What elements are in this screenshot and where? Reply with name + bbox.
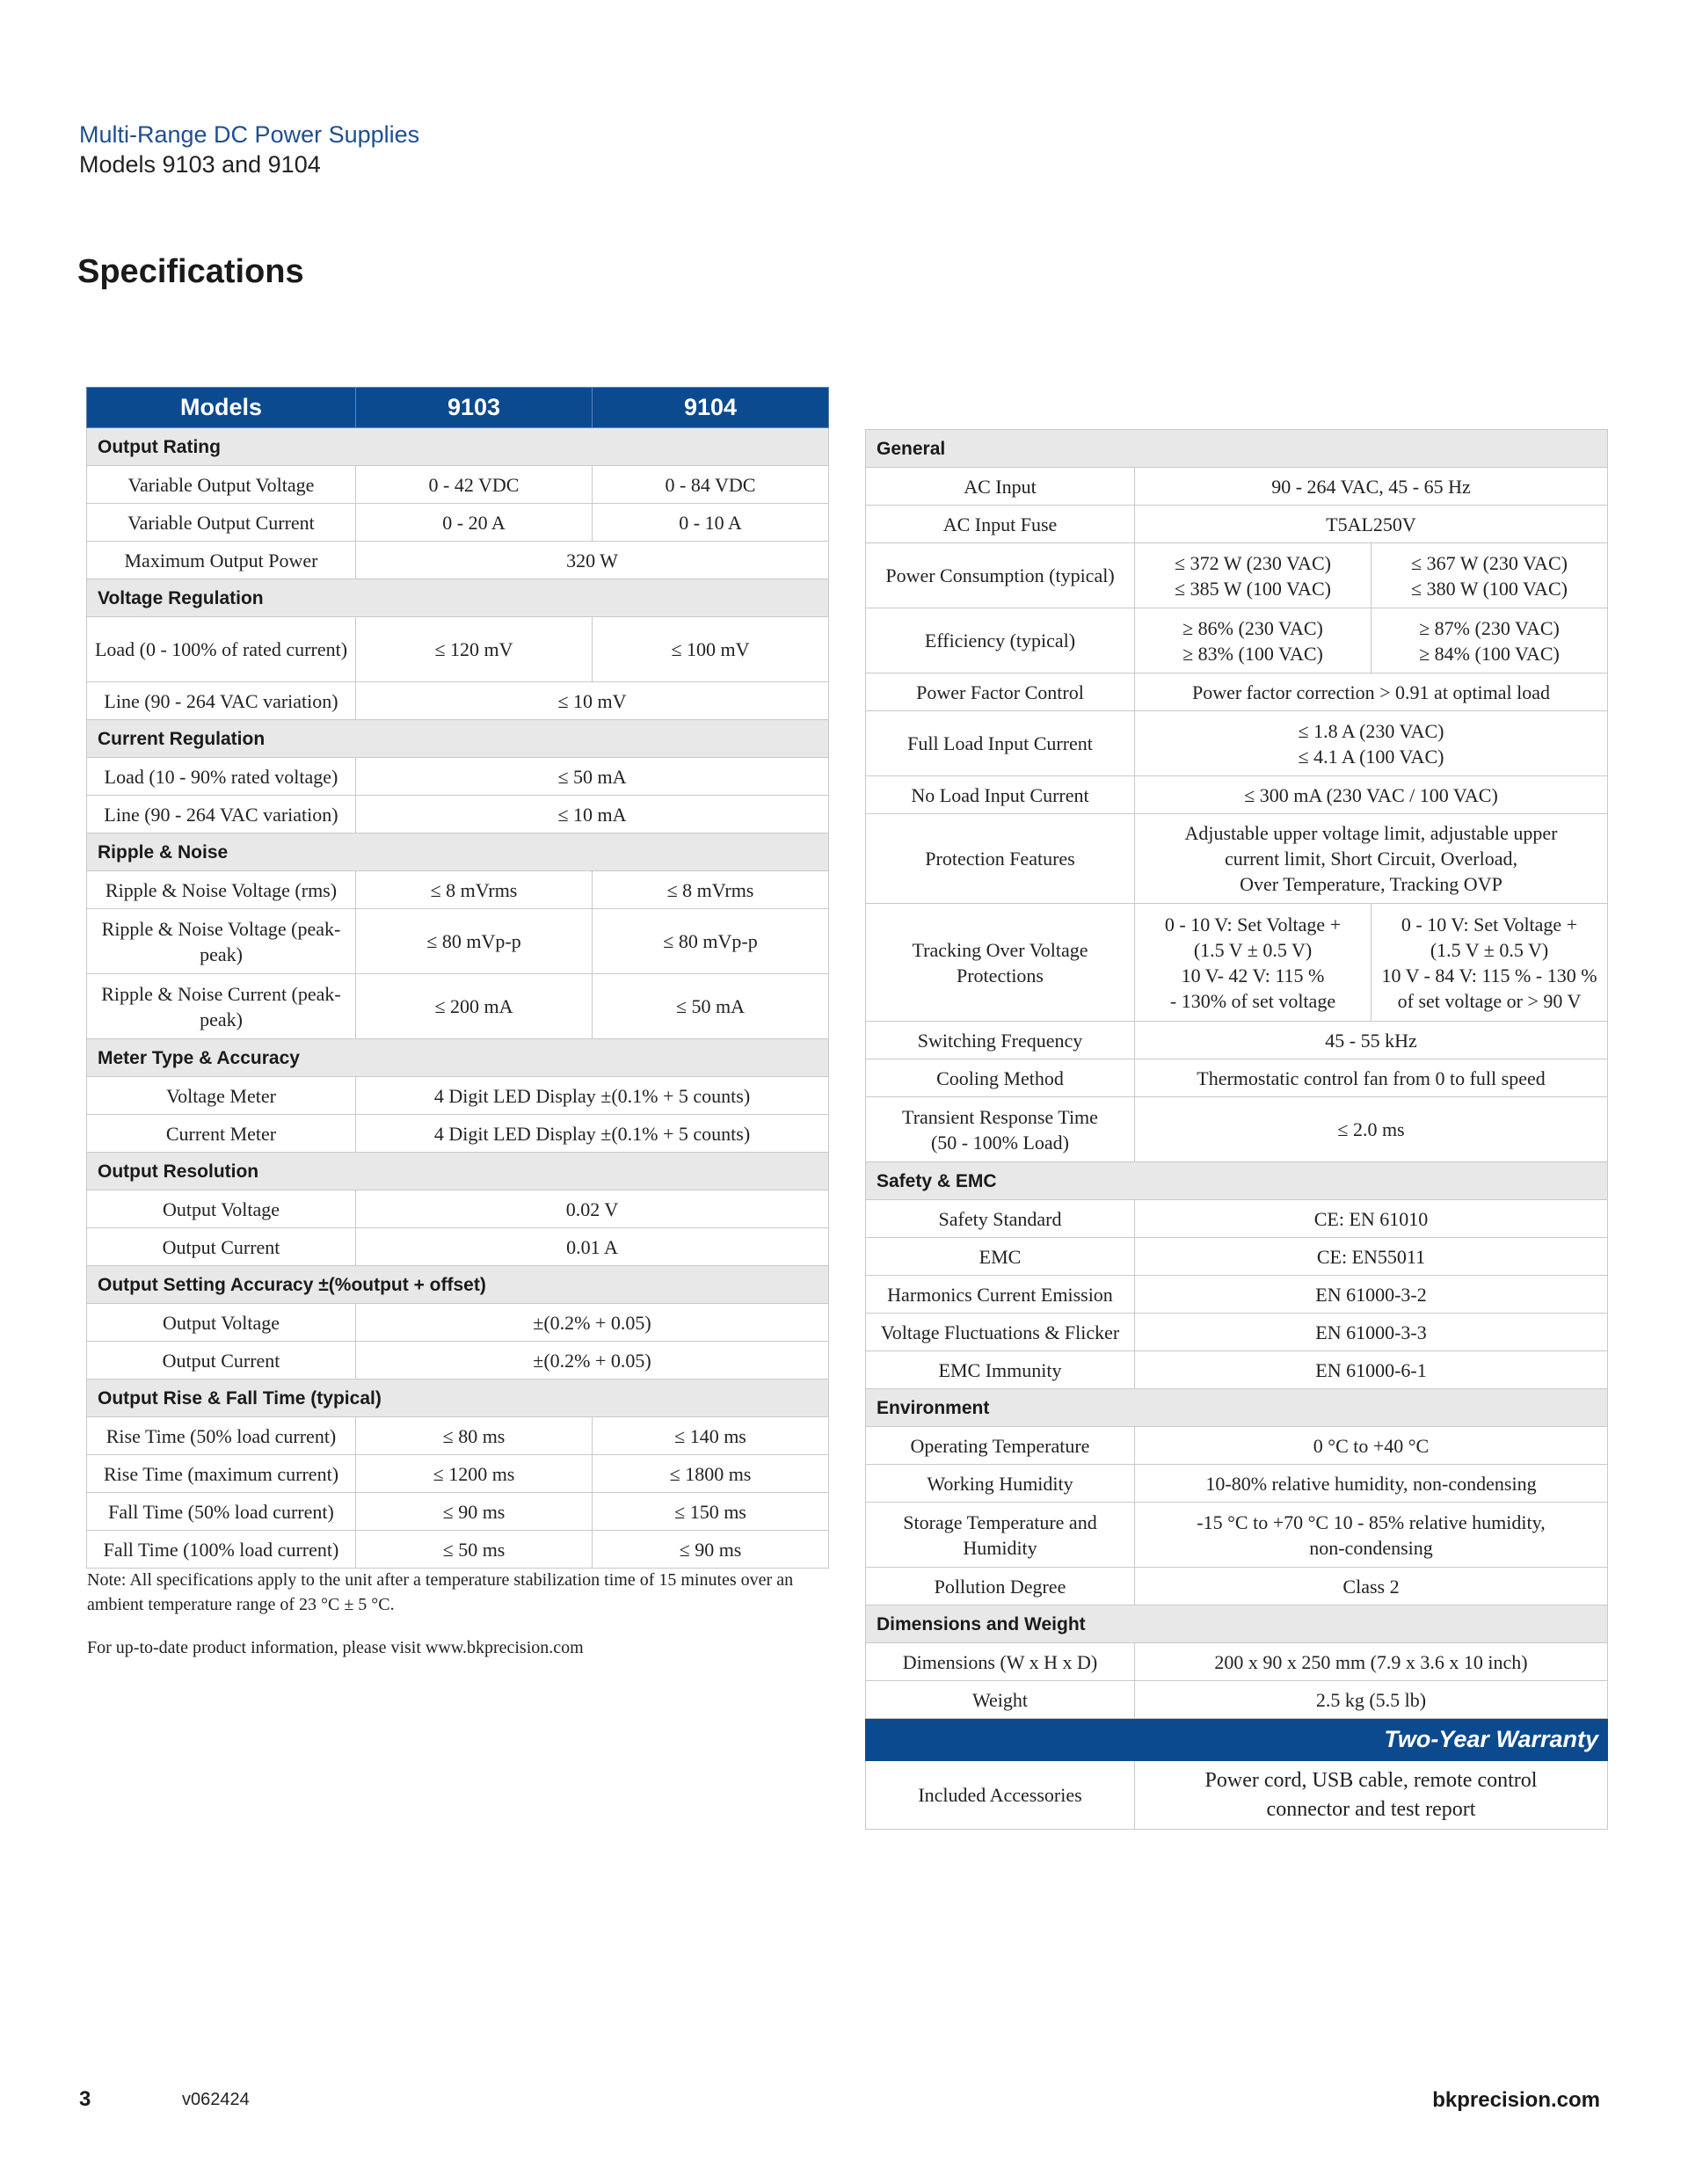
spec-value: 0 °C to +40 °C: [1135, 1427, 1608, 1465]
spec-label: No Load Input Current: [866, 776, 1135, 814]
spec-label: Operating Temperature: [866, 1427, 1135, 1465]
spec-label: Output Current: [87, 1228, 356, 1266]
spec-label: Working Humidity: [866, 1465, 1135, 1503]
section-header-row: [866, 1162, 1608, 1200]
accessories-row: [866, 1761, 1608, 1830]
left-spec-table: [86, 387, 829, 1569]
section-title: Safety & EMC: [866, 1162, 1608, 1200]
spec-label: Power Factor Control: [866, 673, 1135, 711]
spec-label: Safety Standard: [866, 1200, 1135, 1238]
spec-row: [866, 711, 1608, 776]
spec-row: [866, 1276, 1608, 1314]
spec-label: AC Input: [866, 468, 1135, 506]
spec-value-9104: ≤ 50 mA: [593, 974, 829, 1039]
spec-value: EN 61000-6-1: [1135, 1351, 1608, 1389]
spec-row: [866, 608, 1608, 673]
spec-value: 4 Digit LED Display ±(0.1% + 5 counts): [356, 1077, 829, 1115]
section-header-row: [866, 430, 1608, 468]
spec-note: Note: All specifications apply to the unit after a temperature stabilization time of 15 minutes over an ambient temperature range of 23 °C ± 5 °C.: [87, 1570, 794, 1614]
spec-row: [87, 1115, 829, 1153]
spec-row: [87, 504, 829, 542]
spec-value: 0.01 A: [356, 1228, 829, 1266]
spec-label: Variable Output Voltage: [87, 466, 356, 504]
spec-label: Rise Time (50% load current): [87, 1417, 356, 1455]
spec-value: ±(0.2% + 0.05): [356, 1342, 829, 1380]
spec-label: Switching Frequency: [866, 1022, 1135, 1059]
spec-row: [866, 1427, 1608, 1465]
spec-value: 2.5 kg (5.5 lb): [1135, 1681, 1608, 1719]
spec-label: Line (90 - 264 VAC variation): [87, 682, 356, 720]
spec-row: [866, 1022, 1608, 1059]
spec-value: CE: EN 61010: [1135, 1200, 1608, 1238]
spec-label: Transient Response Time (50 - 100% Load): [866, 1097, 1135, 1162]
spec-value: Thermostatic control fan from 0 to full speed: [1135, 1059, 1608, 1097]
spec-value: 45 - 55 kHz: [1135, 1022, 1608, 1059]
spec-label: Current Meter: [87, 1115, 356, 1153]
section-title: Current Regulation: [87, 720, 829, 758]
spec-value-9103: ≤ 80 ms: [356, 1417, 593, 1455]
spec-label: Pollution Degree: [866, 1568, 1135, 1605]
section-header-row: [866, 1605, 1608, 1643]
section-header-row: [87, 834, 829, 871]
spec-value-9104: ≤ 150 ms: [593, 1493, 829, 1531]
right-spec-table: [865, 429, 1608, 1830]
spec-value: Power factor correction > 0.91 at optimal load: [1135, 673, 1608, 711]
spec-value: 200 x 90 x 250 mm (7.9 x 3.6 x 10 inch): [1135, 1643, 1608, 1681]
section-title: Voltage Regulation: [87, 579, 829, 617]
spec-row: [866, 904, 1608, 1022]
spec-label: Fall Time (100% load current): [87, 1531, 356, 1569]
spec-row: [87, 909, 829, 974]
spec-value: 90 - 264 VAC, 45 - 65 Hz: [1135, 468, 1608, 506]
spec-value: ≤ 50 mA: [356, 758, 829, 796]
spec-label: Dimensions (W x H x D): [866, 1643, 1135, 1681]
spec-row: [866, 506, 1608, 543]
section-header-row: [87, 1266, 829, 1304]
spec-value-9104: ≤ 90 ms: [593, 1531, 829, 1569]
spec-value-9104: ≥ 87% (230 VAC) ≥ 84% (100 VAC): [1372, 608, 1608, 673]
spec-row: [87, 1304, 829, 1342]
spec-label: Ripple & Noise Voltage (peak-peak): [87, 909, 356, 974]
spec-value-9104: 0 - 84 VDC: [593, 466, 829, 504]
page-number: 3: [79, 2087, 91, 2111]
spec-label: Load (0 - 100% of rated current): [87, 617, 356, 682]
spec-label: Fall Time (50% load current): [87, 1493, 356, 1531]
spec-row: [866, 1314, 1608, 1351]
spec-label: AC Input Fuse: [866, 506, 1135, 543]
spec-row: [866, 1681, 1608, 1719]
spec-row: [866, 673, 1608, 711]
spec-value-9103: ≤ 372 W (230 VAC) ≤ 385 W (100 VAC): [1135, 543, 1372, 608]
spec-value-9103: ≤ 8 mVrms: [356, 871, 593, 909]
spec-row: [866, 1568, 1608, 1605]
models-header-row: [87, 388, 829, 428]
spec-value: T5AL250V: [1135, 506, 1608, 543]
spec-value: ≤ 2.0 ms: [1135, 1097, 1608, 1162]
spec-row: [87, 1228, 829, 1266]
spec-label: EMC Immunity: [866, 1351, 1135, 1389]
spec-value-9103: ≤ 1200 ms: [356, 1455, 593, 1493]
spec-value: ≤ 1.8 A (230 VAC) ≤ 4.1 A (100 VAC): [1135, 711, 1608, 776]
spec-label: Power Consumption (typical): [866, 543, 1135, 608]
section-title: Output Rise & Fall Time (typical): [87, 1380, 829, 1417]
spec-row: [87, 871, 829, 909]
section-header-row: [87, 579, 829, 617]
spec-value-9103: 0 - 10 V: Set Voltage + (1.5 V ± 0.5 V) 10 V- 42 V: 115 % - 130% of set voltage: [1135, 904, 1372, 1022]
spec-row: [866, 543, 1608, 608]
section-title: Meter Type & Accuracy: [87, 1039, 829, 1077]
spec-value: 0.02 V: [356, 1190, 829, 1228]
model-9103-label: 9103: [356, 388, 593, 428]
section-title: General: [866, 430, 1608, 468]
spec-row: [866, 1351, 1608, 1389]
spec-row: [87, 1190, 829, 1228]
spec-label: Load (10 - 90% rated voltage): [87, 758, 356, 796]
spec-value-9104: ≤ 8 mVrms: [593, 871, 829, 909]
spec-value: CE: EN55011: [1135, 1238, 1608, 1276]
spec-label: Storage Temperature and Humidity: [866, 1503, 1135, 1568]
spec-value-9104: ≤ 1800 ms: [593, 1455, 829, 1493]
document-series-title: Multi-Range DC Power Supplies: [79, 121, 420, 148]
spec-value: 320 W: [356, 542, 829, 579]
spec-label: Ripple & Noise Current (peak-peak): [87, 974, 356, 1039]
spec-label: Output Voltage: [87, 1304, 356, 1342]
spec-label: Voltage Meter: [87, 1077, 356, 1115]
section-header-row: [866, 1389, 1608, 1427]
spec-label: Line (90 - 264 VAC variation): [87, 796, 356, 834]
spec-value-9104: ≤ 140 ms: [593, 1417, 829, 1455]
spec-value: Class 2: [1135, 1568, 1608, 1605]
spec-value: 10-80% relative humidity, non-condensing: [1135, 1465, 1608, 1503]
spec-label: Cooling Method: [866, 1059, 1135, 1097]
spec-value-9104: ≤ 80 mVp-p: [593, 909, 829, 974]
spec-label: Harmonics Current Emission: [866, 1276, 1135, 1314]
spec-row: [866, 1059, 1608, 1097]
spec-row: [87, 1342, 829, 1380]
spec-row: [866, 1238, 1608, 1276]
spec-label: Variable Output Current: [87, 504, 356, 542]
spec-row: [866, 814, 1608, 904]
spec-row: [87, 796, 829, 834]
spec-row: [866, 1643, 1608, 1681]
models-label: Models: [87, 388, 356, 428]
section-title: Dimensions and Weight: [866, 1605, 1608, 1643]
section-title: Output Rating: [87, 428, 829, 466]
spec-row: [87, 682, 829, 720]
spec-label: Efficiency (typical): [866, 608, 1135, 673]
spec-value-9103: ≤ 90 ms: [356, 1493, 593, 1531]
spec-label: Voltage Fluctuations & Flicker: [866, 1314, 1135, 1351]
spec-value-9104: ≤ 100 mV: [593, 617, 829, 682]
spec-value: ≤ 300 mA (230 VAC / 100 VAC): [1135, 776, 1608, 814]
warranty-banner: Two-Year Warranty: [866, 1719, 1608, 1761]
model-9104-label: 9104: [593, 388, 829, 428]
spec-value: -15 °C to +70 °C 10 - 85% relative humidity, non-condensing: [1135, 1503, 1608, 1568]
spec-label: Ripple & Noise Voltage (rms): [87, 871, 356, 909]
spec-value-9103: 0 - 20 A: [356, 504, 593, 542]
spec-row: [87, 1455, 829, 1493]
spec-value-9103: 0 - 42 VDC: [356, 466, 593, 504]
warranty-banner-row: [866, 1719, 1608, 1761]
spec-row: [866, 1200, 1608, 1238]
page-title: Specifications: [77, 253, 304, 290]
section-header-row: [87, 720, 829, 758]
spec-value-9103: ≤ 200 mA: [356, 974, 593, 1039]
spec-label: Tracking Over Voltage Protections: [866, 904, 1135, 1022]
spec-label: Maximum Output Power: [87, 542, 356, 579]
spec-row: [866, 1503, 1608, 1568]
website-note: For up-to-date product information, please visit www.bkprecision.com: [87, 1638, 584, 1657]
accessories-label: Included Accessories: [866, 1761, 1135, 1830]
spec-row: [87, 1493, 829, 1531]
spec-label: Output Voltage: [87, 1190, 356, 1228]
spec-value-9104: 0 - 10 A: [593, 504, 829, 542]
spec-value-9103: ≤ 50 ms: [356, 1531, 593, 1569]
spec-value: EN 61000-3-2: [1135, 1276, 1608, 1314]
spec-label: EMC: [866, 1238, 1135, 1276]
spec-value-9103: ≤ 120 mV: [356, 617, 593, 682]
spec-value: ≤ 10 mA: [356, 796, 829, 834]
spec-row: [87, 1531, 829, 1569]
spec-row: [87, 974, 829, 1039]
spec-row: [87, 758, 829, 796]
spec-row: [866, 1097, 1608, 1162]
section-title: Output Resolution: [87, 1153, 829, 1190]
spec-row: [87, 1417, 829, 1455]
spec-label: Protection Features: [866, 814, 1135, 904]
spec-value-9104: 0 - 10 V: Set Voltage + (1.5 V ± 0.5 V) 10 V - 84 V: 115 % - 130 % of set voltage or > 90 V: [1372, 904, 1608, 1022]
document-models-subtitle: Models 9103 and 9104: [79, 151, 321, 178]
spec-row: [87, 542, 829, 579]
footer-website: bkprecision.com: [1432, 2088, 1600, 2112]
spec-value: ≤ 10 mV: [356, 682, 829, 720]
section-header-row: [87, 1153, 829, 1190]
spec-value-9104: ≤ 367 W (230 VAC) ≤ 380 W (100 VAC): [1372, 543, 1608, 608]
spec-row: [866, 468, 1608, 506]
spec-label: Rise Time (maximum current): [87, 1455, 356, 1493]
spec-value: 4 Digit LED Display ±(0.1% + 5 counts): [356, 1115, 829, 1153]
accessories-value: Power cord, USB cable, remote control connector and test report: [1135, 1761, 1608, 1830]
spec-value-9103: ≤ 80 mVp-p: [356, 909, 593, 974]
section-header-row: [87, 1380, 829, 1417]
version-code: v062424: [182, 2090, 250, 2109]
spec-value: Adjustable upper voltage limit, adjustable upper current limit, Short Circuit, Overload, Over Temperature, Tracking OVP: [1135, 814, 1608, 904]
section-header-row: [87, 428, 829, 466]
section-header-row: [87, 1039, 829, 1077]
spec-label: Weight: [866, 1681, 1135, 1719]
section-title: Output Setting Accuracy ±(%output + offset): [87, 1266, 829, 1304]
spec-label: Output Current: [87, 1342, 356, 1380]
spec-value: ±(0.2% + 0.05): [356, 1304, 829, 1342]
spec-label: Full Load Input Current: [866, 711, 1135, 776]
section-title: Environment: [866, 1389, 1608, 1427]
spec-row: [87, 617, 829, 682]
spec-row: [87, 1077, 829, 1115]
spec-value-9103: ≥ 86% (230 VAC) ≥ 83% (100 VAC): [1135, 608, 1372, 673]
spec-row: [866, 1465, 1608, 1503]
section-title: Ripple & Noise: [87, 834, 829, 871]
spec-row: [866, 776, 1608, 814]
spec-value: EN 61000-3-3: [1135, 1314, 1608, 1351]
spec-row: [87, 466, 829, 504]
